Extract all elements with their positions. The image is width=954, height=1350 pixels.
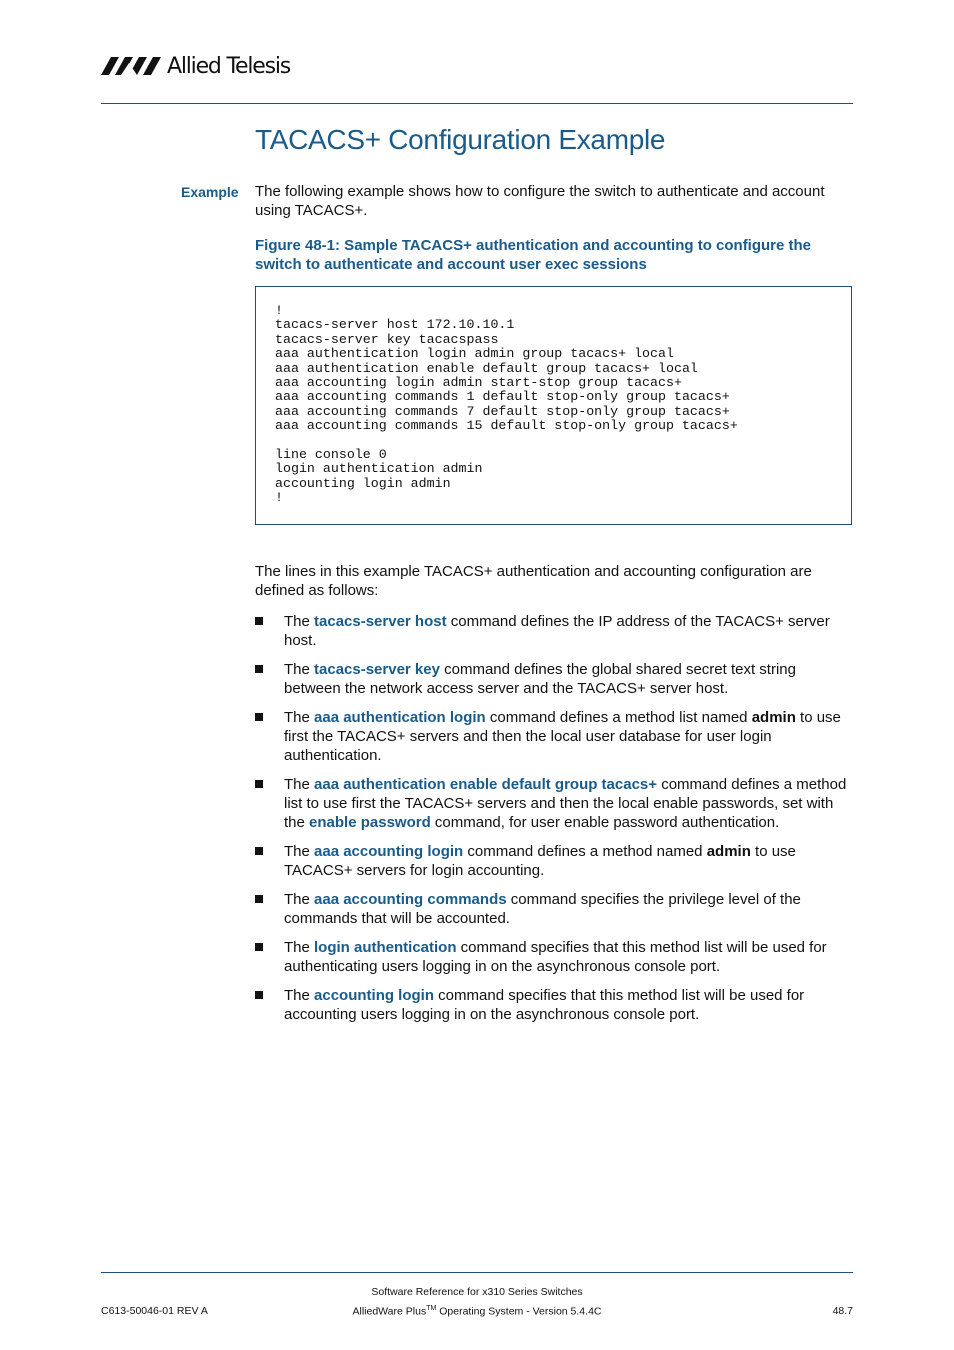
command-link[interactable]: enable password — [309, 814, 431, 831]
list-item: The login authentication command specifies that this method list will be used for authenticating users logging in on the asynchronous console port. — [255, 938, 855, 976]
bullet-square-icon — [255, 617, 263, 625]
example-side-label: Example — [181, 184, 239, 200]
method-name: admin — [706, 843, 751, 860]
figure-caption: Figure 48-1: Sample TACACS+ authentication and accounting to configure the switch to authenticate and account user exec sessions — [255, 237, 812, 273]
code-example-box — [255, 286, 852, 525]
footer-page-number: 48.7 — [832, 1305, 853, 1317]
allied-telesis-logo-mark-icon — [101, 55, 161, 77]
footer-rule — [101, 1272, 853, 1273]
footer-os-version: AlliedWare Plus™ Operating System - Version 5.4.4C — [352, 1305, 602, 1318]
command-link[interactable]: aaa accounting commands — [314, 891, 507, 908]
footer-doc-id: C613-50046-01 REV A — [101, 1305, 208, 1317]
list-item: The tacacs-server host command defines the IP address of the TACACS+ server host. — [255, 612, 855, 650]
list-item: The aaa authentication enable default group tacacs+ command defines a method list to use first the TACACS+ servers and then the local enable passwords, set with the enable password command, for user enable password authentication. — [255, 775, 855, 832]
config-code: ! tacacs-server host 172.10.10.1 tacacs-server key tacacspass aaa authentication login admin group tacacs+ local aaa authentication enable default group tacacs+ local aaa accounting login admin start-stop group tacacs+ aaa accounting commands 1 default stop-only group tacacs+ aaa accounting commands 7 default stop-only group tacacs+ aaa accounting commands 15 default stop-only group tacacs+ line console 0 login authentication admin accounting login admin ! — [275, 303, 738, 506]
list-item: The aaa authentication login command defines a method list named admin to use first the TACACS+ servers and then the local user database for user login authentication. — [255, 708, 855, 765]
bullet-square-icon — [255, 780, 263, 788]
logo-text: Allied Telesis — [167, 53, 290, 79]
bullet-square-icon — [255, 665, 263, 673]
allied-telesis-logo — [101, 52, 290, 80]
bullet-square-icon — [255, 943, 263, 951]
command-link[interactable]: aaa authentication enable default group tacacs+ — [314, 776, 658, 793]
bullet-square-icon — [255, 713, 263, 721]
command-link[interactable]: tacacs-server host — [314, 613, 447, 630]
command-link[interactable]: accounting login — [314, 987, 435, 1004]
bullet-square-icon — [255, 991, 263, 999]
method-name: admin — [751, 709, 796, 726]
bullet-square-icon — [255, 895, 263, 903]
bullet-square-icon — [255, 847, 263, 855]
intro-paragraph: The following example shows how to configure the switch to authenticate and account using TACACS+. — [255, 183, 825, 219]
header-rule — [101, 103, 853, 104]
definitions-intro: The lines in this example TACACS+ authentication and accounting configuration are defined as follows: — [255, 563, 812, 599]
command-link[interactable]: aaa accounting login — [314, 843, 464, 860]
list-item: The aaa accounting commands command specifies the privilege level of the commands that will be accounted. — [255, 890, 855, 928]
list-item: The accounting login command specifies that this method list will be used for accounting users logging in on the asynchronous console port. — [255, 986, 855, 1024]
command-link[interactable]: aaa authentication login — [314, 709, 486, 726]
page-title: TACACS+ Configuration Example — [255, 124, 666, 155]
command-link[interactable]: login authentication — [314, 939, 457, 956]
command-link[interactable]: tacacs-server key — [314, 661, 440, 678]
list-item: The tacacs-server key command defines the global shared secret text string between the network access server and the TACACS+ server host. — [255, 660, 855, 698]
list-item: The aaa accounting login command defines a method named admin to use TACACS+ servers for login accounting. — [255, 842, 855, 880]
definitions-list — [255, 612, 855, 1034]
footer-doc-title: Software Reference for x310 Series Switches — [371, 1286, 583, 1298]
